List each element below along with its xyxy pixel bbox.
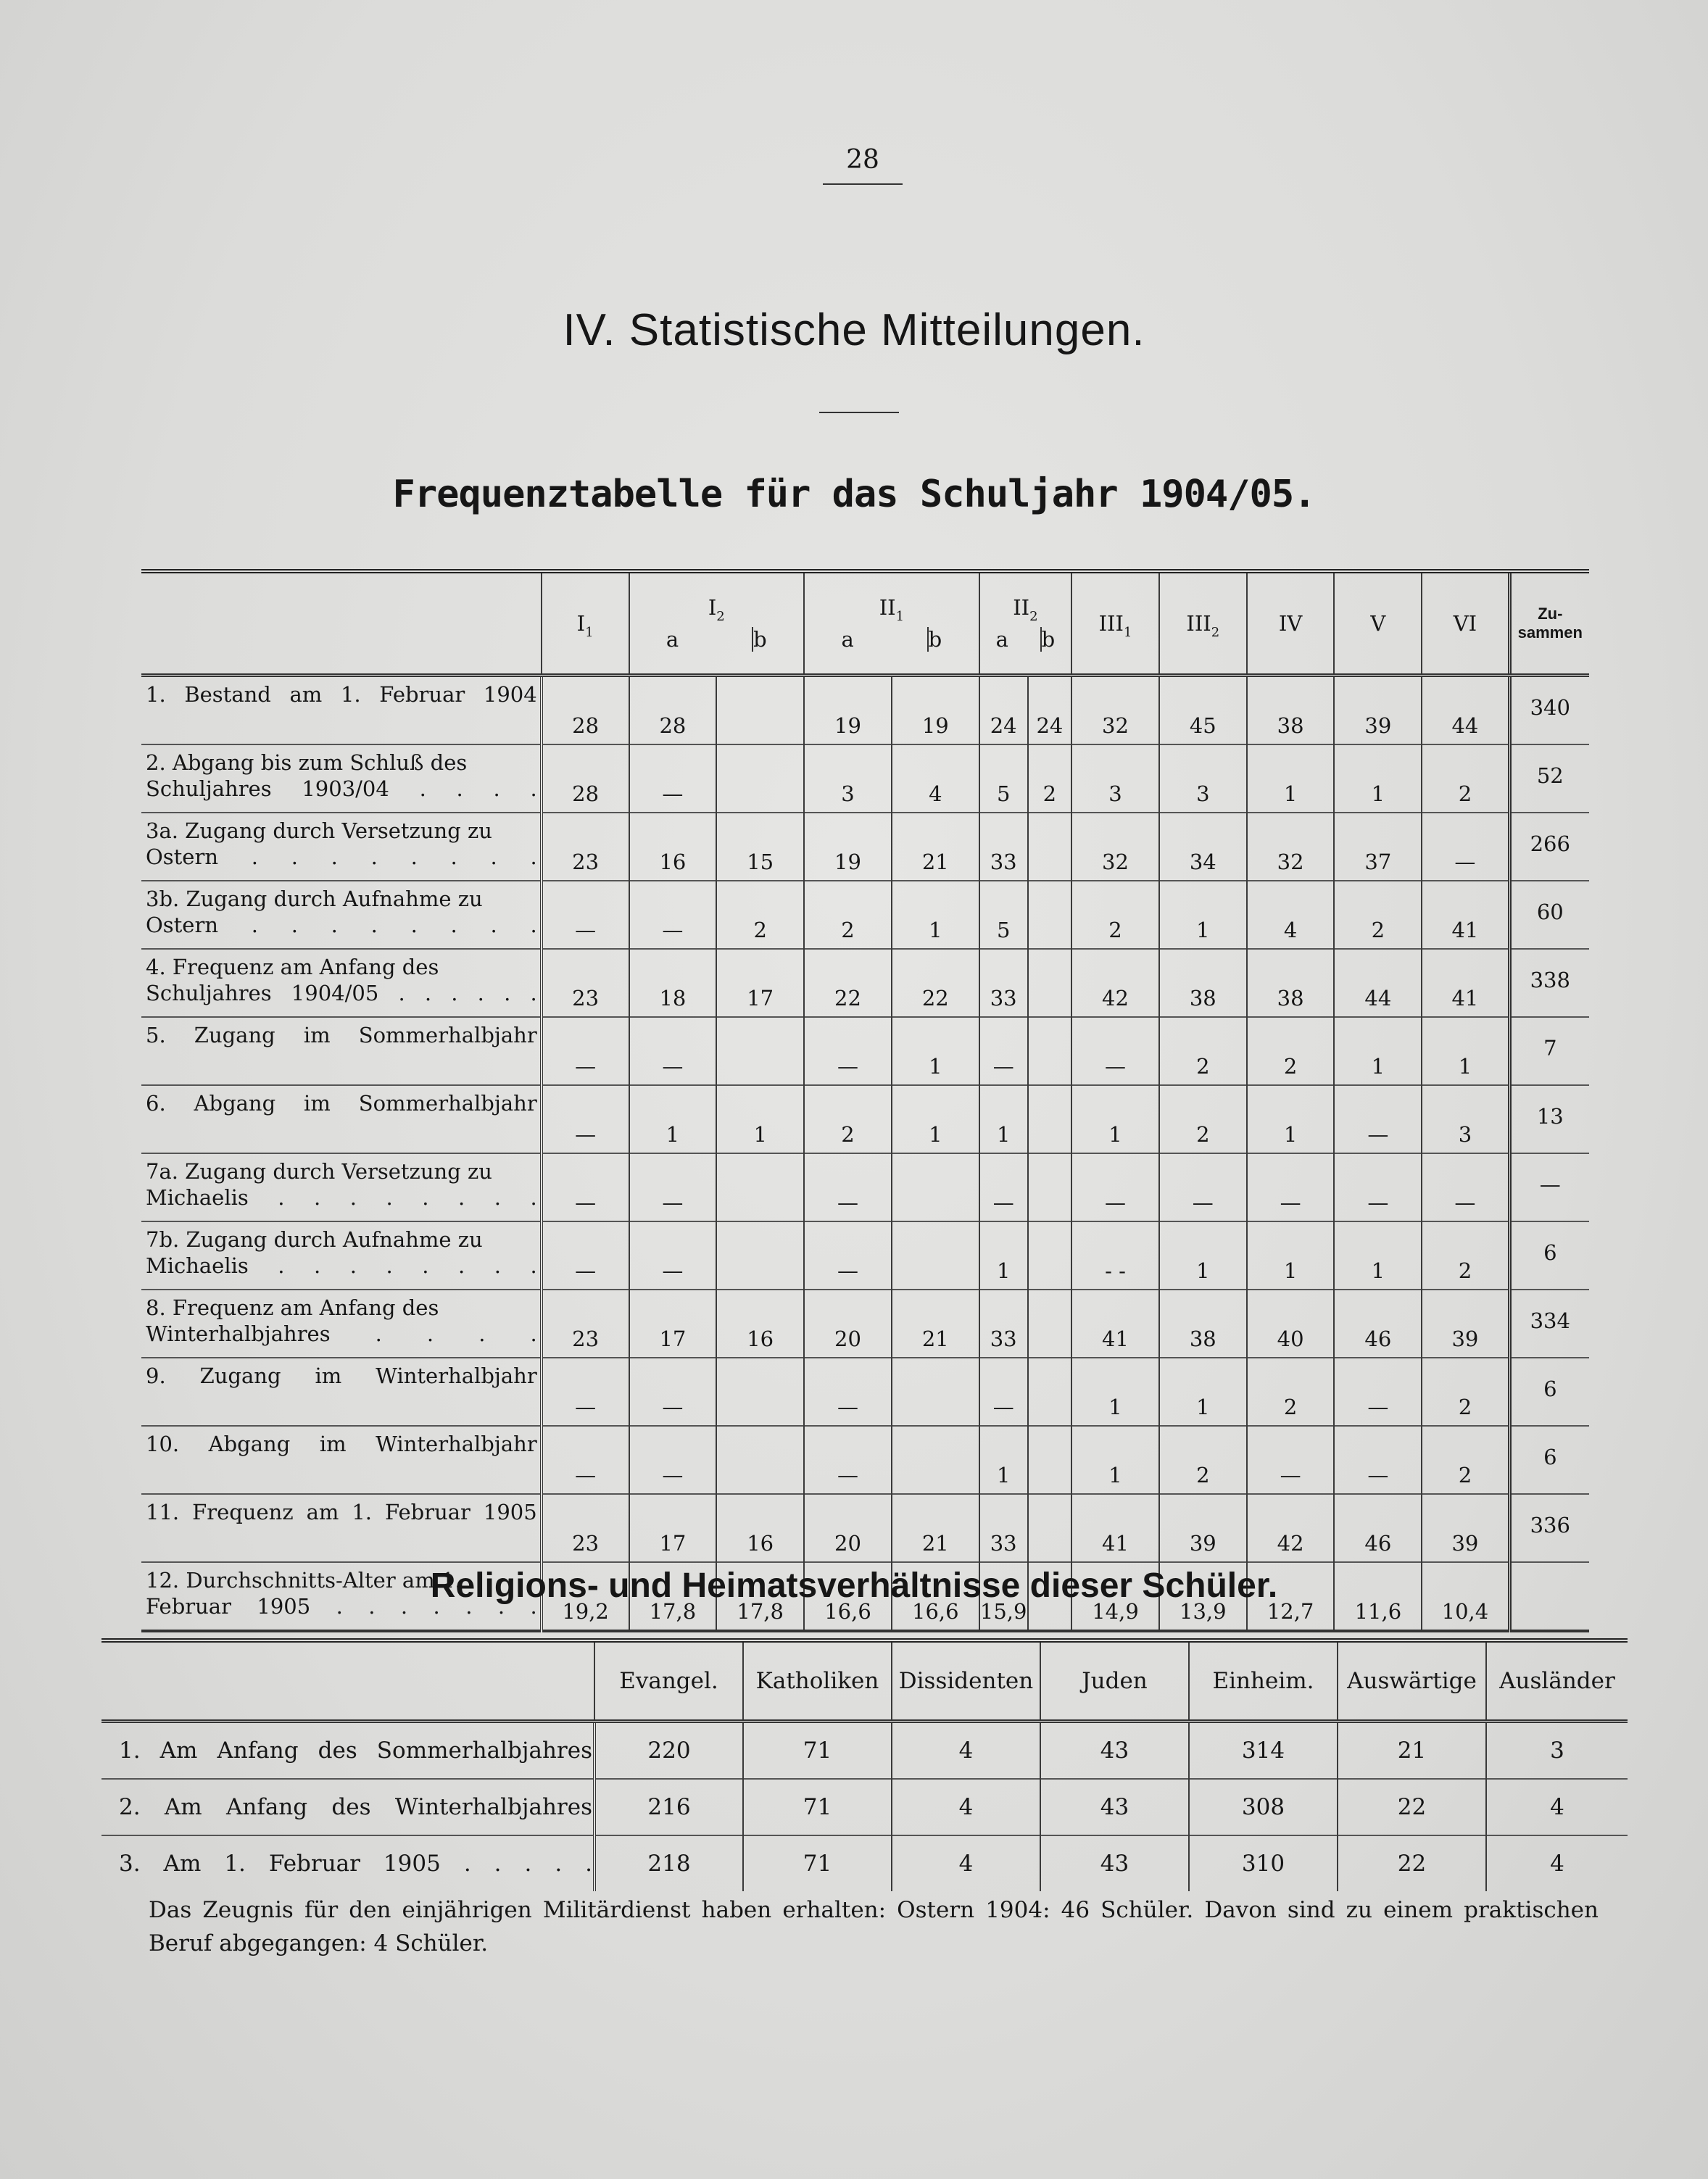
table-cell: 71	[743, 1722, 892, 1780]
table-cell: —	[629, 1426, 717, 1494]
table-cell: 22	[1338, 1779, 1486, 1835]
row-label: 7a. Zugang durch Versetzung zu Michaelis . . . . . . . .	[141, 1153, 542, 1221]
table-cell	[1028, 1358, 1071, 1426]
table-row	[141, 1494, 1589, 1562]
row-label: 3. Am 1. Februar 1905 . . . . .	[101, 1835, 594, 1891]
table-cell: —	[1334, 1153, 1422, 1221]
table-cell: 1	[1334, 744, 1422, 813]
table-cell: —	[1334, 1426, 1422, 1494]
table-cell: 23	[542, 1494, 629, 1562]
table-cell: 22	[1338, 1835, 1486, 1891]
table-cell: 16	[716, 1494, 804, 1562]
table-cell: 33	[979, 949, 1028, 1017]
table-cell: 28	[629, 676, 717, 745]
table-cell: 17	[629, 1290, 717, 1358]
section-title: IV. Statistische Mitteilungen.	[563, 305, 1145, 355]
table-cell: 2	[1159, 1017, 1247, 1085]
table-cell: 16	[629, 813, 717, 881]
table-cell: 1	[1422, 1017, 1509, 1085]
table-cell: 314	[1189, 1722, 1338, 1780]
table-row	[141, 949, 1589, 1017]
table-cell: 41	[1422, 949, 1509, 1017]
table-cell: 39	[1334, 676, 1422, 745]
table-cell: 266	[1509, 813, 1589, 881]
table-cell: 17,8	[629, 1562, 717, 1631]
table-cell: 1	[1159, 881, 1247, 949]
table-cell: —	[979, 1017, 1028, 1085]
col-II1: $II_1$ a b	[804, 571, 979, 676]
col-II2: $II_2$ a b	[979, 571, 1071, 676]
table-cell: 13,9	[1159, 1562, 1247, 1631]
religion-table-title: Religions- und Heimatsverhältnisse dieser Schüler.	[430, 1566, 1278, 1605]
table-cell: 38	[1159, 1290, 1247, 1358]
table-cell	[716, 1358, 804, 1426]
col-VI: VI	[1422, 571, 1509, 676]
table-cell: 16,6	[804, 1562, 892, 1631]
table-cell: 4	[892, 1722, 1040, 1780]
table-cell: —	[1071, 1153, 1159, 1221]
table-cell: 336	[1509, 1494, 1589, 1562]
table-cell	[716, 744, 804, 813]
table-cell: 32	[1247, 813, 1335, 881]
col-IV: IV	[1247, 571, 1335, 676]
religion-header: Dissidenten	[892, 1640, 1040, 1722]
table-cell: 71	[743, 1779, 892, 1835]
table-cell: 22	[804, 949, 892, 1017]
religion-header: Einheim.	[1189, 1640, 1338, 1722]
col-I2: $I_2$ a b	[629, 571, 805, 676]
table-cell: 18	[629, 949, 717, 1017]
table-cell: 3	[1422, 1085, 1509, 1153]
footnote: Das Zeugnis für den einjährigen Militärdienst haben erhalten: Ostern 1904: 46 Schüler. Davon sind zu einem praktischen Beruf abgegangen: 4 Schüler.	[149, 1897, 1599, 1956]
table-cell: 6	[1509, 1358, 1589, 1426]
religion-header-label	[101, 1640, 594, 1722]
table-cell: 2	[804, 1085, 892, 1153]
table-cell: —	[804, 1221, 892, 1290]
table-cell: 2	[1159, 1426, 1247, 1494]
table-cell: 1	[629, 1085, 717, 1153]
table-cell: 32	[1071, 676, 1159, 745]
table-row	[141, 813, 1589, 881]
table-cell: 4	[1486, 1835, 1628, 1891]
row-label: 1. Am Anfang des Sommerhalbjahres	[101, 1722, 594, 1780]
table-cell: 40	[1247, 1290, 1335, 1358]
table-cell: 4	[892, 1779, 1040, 1835]
row-label: 2. Am Anfang des Winterhalbjahres	[101, 1779, 594, 1835]
page-number-rule	[823, 183, 903, 185]
table-cell: 1	[1334, 1221, 1422, 1290]
table-cell: 43	[1040, 1835, 1189, 1891]
table-cell: 21	[892, 1290, 979, 1358]
table-cell: 41	[1071, 1290, 1159, 1358]
table-cell: —	[1071, 1017, 1159, 1085]
table-cell: 33	[979, 813, 1028, 881]
table-cell: —	[1509, 1153, 1589, 1221]
table-cell: 19	[892, 676, 979, 745]
table-cell: 28	[542, 676, 629, 745]
table-cell: 20	[804, 1494, 892, 1562]
table-cell: 12,7	[1247, 1562, 1335, 1631]
table-cell: 1	[1247, 1085, 1335, 1153]
table-cell: 1	[1247, 1221, 1335, 1290]
table-cell: —	[1334, 1085, 1422, 1153]
table-cell	[892, 1153, 979, 1221]
table-cell: 1	[1159, 1358, 1247, 1426]
row-label: 9. Zugang im Winterhalbjahr	[141, 1358, 542, 1426]
table-cell: 21	[892, 1494, 979, 1562]
table-cell: 1	[979, 1221, 1028, 1290]
table-cell: 33	[979, 1290, 1028, 1358]
table-cell: 3	[1159, 744, 1247, 813]
table-cell: —	[542, 1221, 629, 1290]
table-row	[101, 1779, 1628, 1835]
table-cell: 45	[1159, 676, 1247, 745]
table-cell: —	[542, 1085, 629, 1153]
religion-header: Juden	[1040, 1640, 1189, 1722]
table-cell: 1	[892, 1017, 979, 1085]
table-cell: —	[542, 881, 629, 949]
table-cell: 39	[1422, 1290, 1509, 1358]
table-cell: —	[804, 1153, 892, 1221]
table-row	[141, 1153, 1589, 1221]
table-row	[141, 676, 1589, 745]
religion-table-body	[101, 1722, 1628, 1892]
table-cell: —	[1247, 1426, 1335, 1494]
table-cell: 15,9	[979, 1562, 1028, 1631]
table-cell: —	[542, 1426, 629, 1494]
table-cell: 71	[743, 1835, 892, 1891]
table-cell: —	[979, 1358, 1028, 1426]
table-cell: 216	[594, 1779, 743, 1835]
table-cell: 39	[1422, 1494, 1509, 1562]
table-cell: 17	[629, 1494, 717, 1562]
table-cell: 24	[979, 676, 1028, 745]
table-cell: 2	[1247, 1358, 1335, 1426]
table-cell: 23	[542, 1290, 629, 1358]
table-cell: 17	[716, 949, 804, 1017]
religion-header: Ausländer	[1486, 1640, 1628, 1722]
table-cell: 2	[716, 881, 804, 949]
table-cell: 2	[1028, 744, 1071, 813]
table-cell	[892, 1358, 979, 1426]
table-cell	[1028, 1290, 1071, 1358]
table-cell: 2	[804, 881, 892, 949]
table-cell: - -	[1071, 1221, 1159, 1290]
table-cell: 1	[1159, 1221, 1247, 1290]
table-cell: 1	[1071, 1358, 1159, 1426]
table-cell: 33	[979, 1494, 1028, 1562]
col-III1: $III_1$	[1071, 571, 1159, 676]
frequency-table-title: Frequenztabelle für das Schuljahr 1904/05.	[392, 473, 1316, 516]
col-I1: $I_1$	[542, 571, 629, 676]
row-label: 10. Abgang im Winterhalbjahr	[141, 1426, 542, 1494]
table-cell: 2	[1071, 881, 1159, 949]
religion-table	[101, 1638, 1628, 1891]
table-cell: —	[629, 1221, 717, 1290]
religion-header-row	[101, 1640, 1628, 1722]
table-cell: —	[629, 744, 717, 813]
col-III2: $III_2$	[1159, 571, 1247, 676]
row-label: 5. Zugang im Sommerhalbjahr	[141, 1017, 542, 1085]
table-cell: 44	[1422, 676, 1509, 745]
row-label: 8. Frequenz am Anfang des Winterhalbjahres . . . .	[141, 1290, 542, 1358]
table-cell: 14,9	[1071, 1562, 1159, 1631]
table-cell: 3	[804, 744, 892, 813]
table-row	[141, 1358, 1589, 1426]
table-cell: 310	[1189, 1835, 1338, 1891]
table-cell: 1	[716, 1085, 804, 1153]
table-cell: 44	[1334, 949, 1422, 1017]
table-cell: —	[1422, 813, 1509, 881]
table-cell: —	[629, 881, 717, 949]
table-cell: —	[629, 1358, 717, 1426]
page-number: 28	[846, 145, 879, 175]
table-cell: 16	[716, 1290, 804, 1358]
frequency-table-body	[141, 676, 1589, 1632]
row-label: 3b. Zugang durch Aufnahme zu Ostern . . . . . . . .	[141, 881, 542, 949]
table-row	[141, 744, 1589, 813]
row-label: 1. Bestand am 1. Februar 1904	[141, 676, 542, 745]
table-cell: 1	[979, 1085, 1028, 1153]
table-cell: 39	[1159, 1494, 1247, 1562]
table-cell: 7	[1509, 1017, 1589, 1085]
table-cell: —	[1247, 1153, 1335, 1221]
table-cell	[716, 676, 804, 745]
table-cell: 19,2	[542, 1562, 629, 1631]
table-cell	[716, 1426, 804, 1494]
table-cell: 20	[804, 1290, 892, 1358]
table-cell: 4	[892, 744, 979, 813]
table-row	[141, 1290, 1589, 1358]
table-cell: 11,6	[1334, 1562, 1422, 1631]
table-cell: 23	[542, 949, 629, 1017]
table-cell	[1028, 813, 1071, 881]
table-cell: —	[629, 1153, 717, 1221]
table-cell: —	[804, 1017, 892, 1085]
table-row	[141, 1426, 1589, 1494]
row-label: 6. Abgang im Sommerhalbjahr	[141, 1085, 542, 1153]
table-row	[101, 1722, 1628, 1780]
table-cell: 340	[1509, 676, 1589, 745]
table-cell: —	[542, 1358, 629, 1426]
row-label: 2. Abgang bis zum Schluß des Schuljahres 1903/04 . . . .	[141, 744, 542, 813]
table-cell: 4	[1486, 1779, 1628, 1835]
table-cell: 4	[892, 1835, 1040, 1891]
table-cell: 21	[892, 813, 979, 881]
table-cell: 42	[1071, 949, 1159, 1017]
table-cell: 19	[804, 676, 892, 745]
table-cell: 17,8	[716, 1562, 804, 1631]
table-cell: 28	[542, 744, 629, 813]
table-cell: 6	[1509, 1221, 1589, 1290]
religion-header: Katholiken	[743, 1640, 892, 1722]
header-label-cell	[141, 571, 542, 676]
table-cell: 37	[1334, 813, 1422, 881]
table-cell: 19	[804, 813, 892, 881]
row-label: 7b. Zugang durch Aufnahme zu Michaelis . . . . . . . .	[141, 1221, 542, 1290]
table-cell: 2	[1422, 744, 1509, 813]
col-V: V	[1334, 571, 1422, 676]
table-cell: 1	[1247, 744, 1335, 813]
table-cell: 32	[1071, 813, 1159, 881]
table-cell: —	[1422, 1153, 1509, 1221]
table-cell: —	[1159, 1153, 1247, 1221]
table-cell: 1	[892, 881, 979, 949]
table-row	[141, 881, 1589, 949]
table-cell: 1	[1071, 1426, 1159, 1494]
table-cell: 2	[1422, 1358, 1509, 1426]
table-cell	[1028, 1017, 1071, 1085]
table-cell: —	[629, 1017, 717, 1085]
table-cell: 22	[892, 949, 979, 1017]
table-cell: 1	[1071, 1085, 1159, 1153]
table-cell: 1	[1334, 1017, 1422, 1085]
table-cell: 41	[1422, 881, 1509, 949]
table-cell: —	[542, 1017, 629, 1085]
table-cell: —	[979, 1153, 1028, 1221]
table-cell: —	[804, 1358, 892, 1426]
table-cell: 52	[1509, 744, 1589, 813]
table-cell: 42	[1247, 1494, 1335, 1562]
table-cell: —	[1334, 1358, 1422, 1426]
table-cell	[716, 1017, 804, 1085]
table-cell	[892, 1221, 979, 1290]
table-cell: 6	[1509, 1426, 1589, 1494]
table-cell: 21	[1338, 1722, 1486, 1780]
row-label: 4. Frequenz am Anfang des Schuljahres 1904/05 . . . . . .	[141, 949, 542, 1017]
table-cell	[1028, 949, 1071, 1017]
table-cell: 60	[1509, 881, 1589, 949]
table-cell: 218	[594, 1835, 743, 1891]
table-cell: 16,6	[892, 1562, 979, 1631]
table-cell: 13	[1509, 1085, 1589, 1153]
frequency-table	[141, 569, 1589, 1632]
table-cell: 34	[1159, 813, 1247, 881]
table-cell: 220	[594, 1722, 743, 1780]
table-row	[141, 1221, 1589, 1290]
table-cell: 24	[1028, 676, 1071, 745]
religion-header: Evangel.	[594, 1640, 743, 1722]
table-cell: 15	[716, 813, 804, 881]
table-cell	[1028, 1221, 1071, 1290]
table-cell	[892, 1426, 979, 1494]
table-cell: 43	[1040, 1722, 1189, 1780]
table-cell	[1028, 881, 1071, 949]
table-cell: 10,4	[1422, 1562, 1509, 1631]
table-cell: 308	[1189, 1779, 1338, 1835]
table-cell: —	[804, 1426, 892, 1494]
row-label: 3a. Zugang durch Versetzung zu Ostern . . . . . . . .	[141, 813, 542, 881]
table-cell: 23	[542, 813, 629, 881]
table-cell: 41	[1071, 1494, 1159, 1562]
table-cell	[716, 1153, 804, 1221]
table-cell: 46	[1334, 1290, 1422, 1358]
table-cell: 2	[1334, 881, 1422, 949]
table-cell: 5	[979, 744, 1028, 813]
table-cell	[1028, 1494, 1071, 1562]
table-cell	[1028, 1426, 1071, 1494]
table-cell: 4	[1247, 881, 1335, 949]
table-cell: —	[542, 1153, 629, 1221]
table-cell	[1028, 1085, 1071, 1153]
table-cell: 3	[1071, 744, 1159, 813]
table-row	[101, 1835, 1628, 1891]
table-cell	[716, 1221, 804, 1290]
table-cell: 1	[979, 1426, 1028, 1494]
table-cell: 2	[1422, 1426, 1509, 1494]
table-cell: 338	[1509, 949, 1589, 1017]
table-cell: 1	[892, 1085, 979, 1153]
table-row	[141, 1085, 1589, 1153]
frequency-header-row	[141, 571, 1589, 676]
table-cell: 2	[1247, 1017, 1335, 1085]
title-rule	[819, 412, 899, 413]
table-cell: 5	[979, 881, 1028, 949]
table-cell	[1028, 1153, 1071, 1221]
religion-header: Auswärtige	[1338, 1640, 1486, 1722]
table-cell: 334	[1509, 1290, 1589, 1358]
row-label: 11. Frequenz am 1. Februar 1905	[141, 1494, 542, 1562]
table-cell: 3	[1486, 1722, 1628, 1780]
table-cell: 2	[1159, 1085, 1247, 1153]
table-row	[141, 1017, 1589, 1085]
table-cell: 38	[1159, 949, 1247, 1017]
table-cell: 46	[1334, 1494, 1422, 1562]
table-cell: 38	[1247, 949, 1335, 1017]
row-label: 12. Durchschnitts-Alter am 1. Februar 1905 . . . . . . .	[141, 1562, 542, 1631]
table-cell: 2	[1422, 1221, 1509, 1290]
col-total: Zu-sammen	[1509, 571, 1589, 676]
table-cell: 38	[1247, 676, 1335, 745]
table-cell: 43	[1040, 1779, 1189, 1835]
